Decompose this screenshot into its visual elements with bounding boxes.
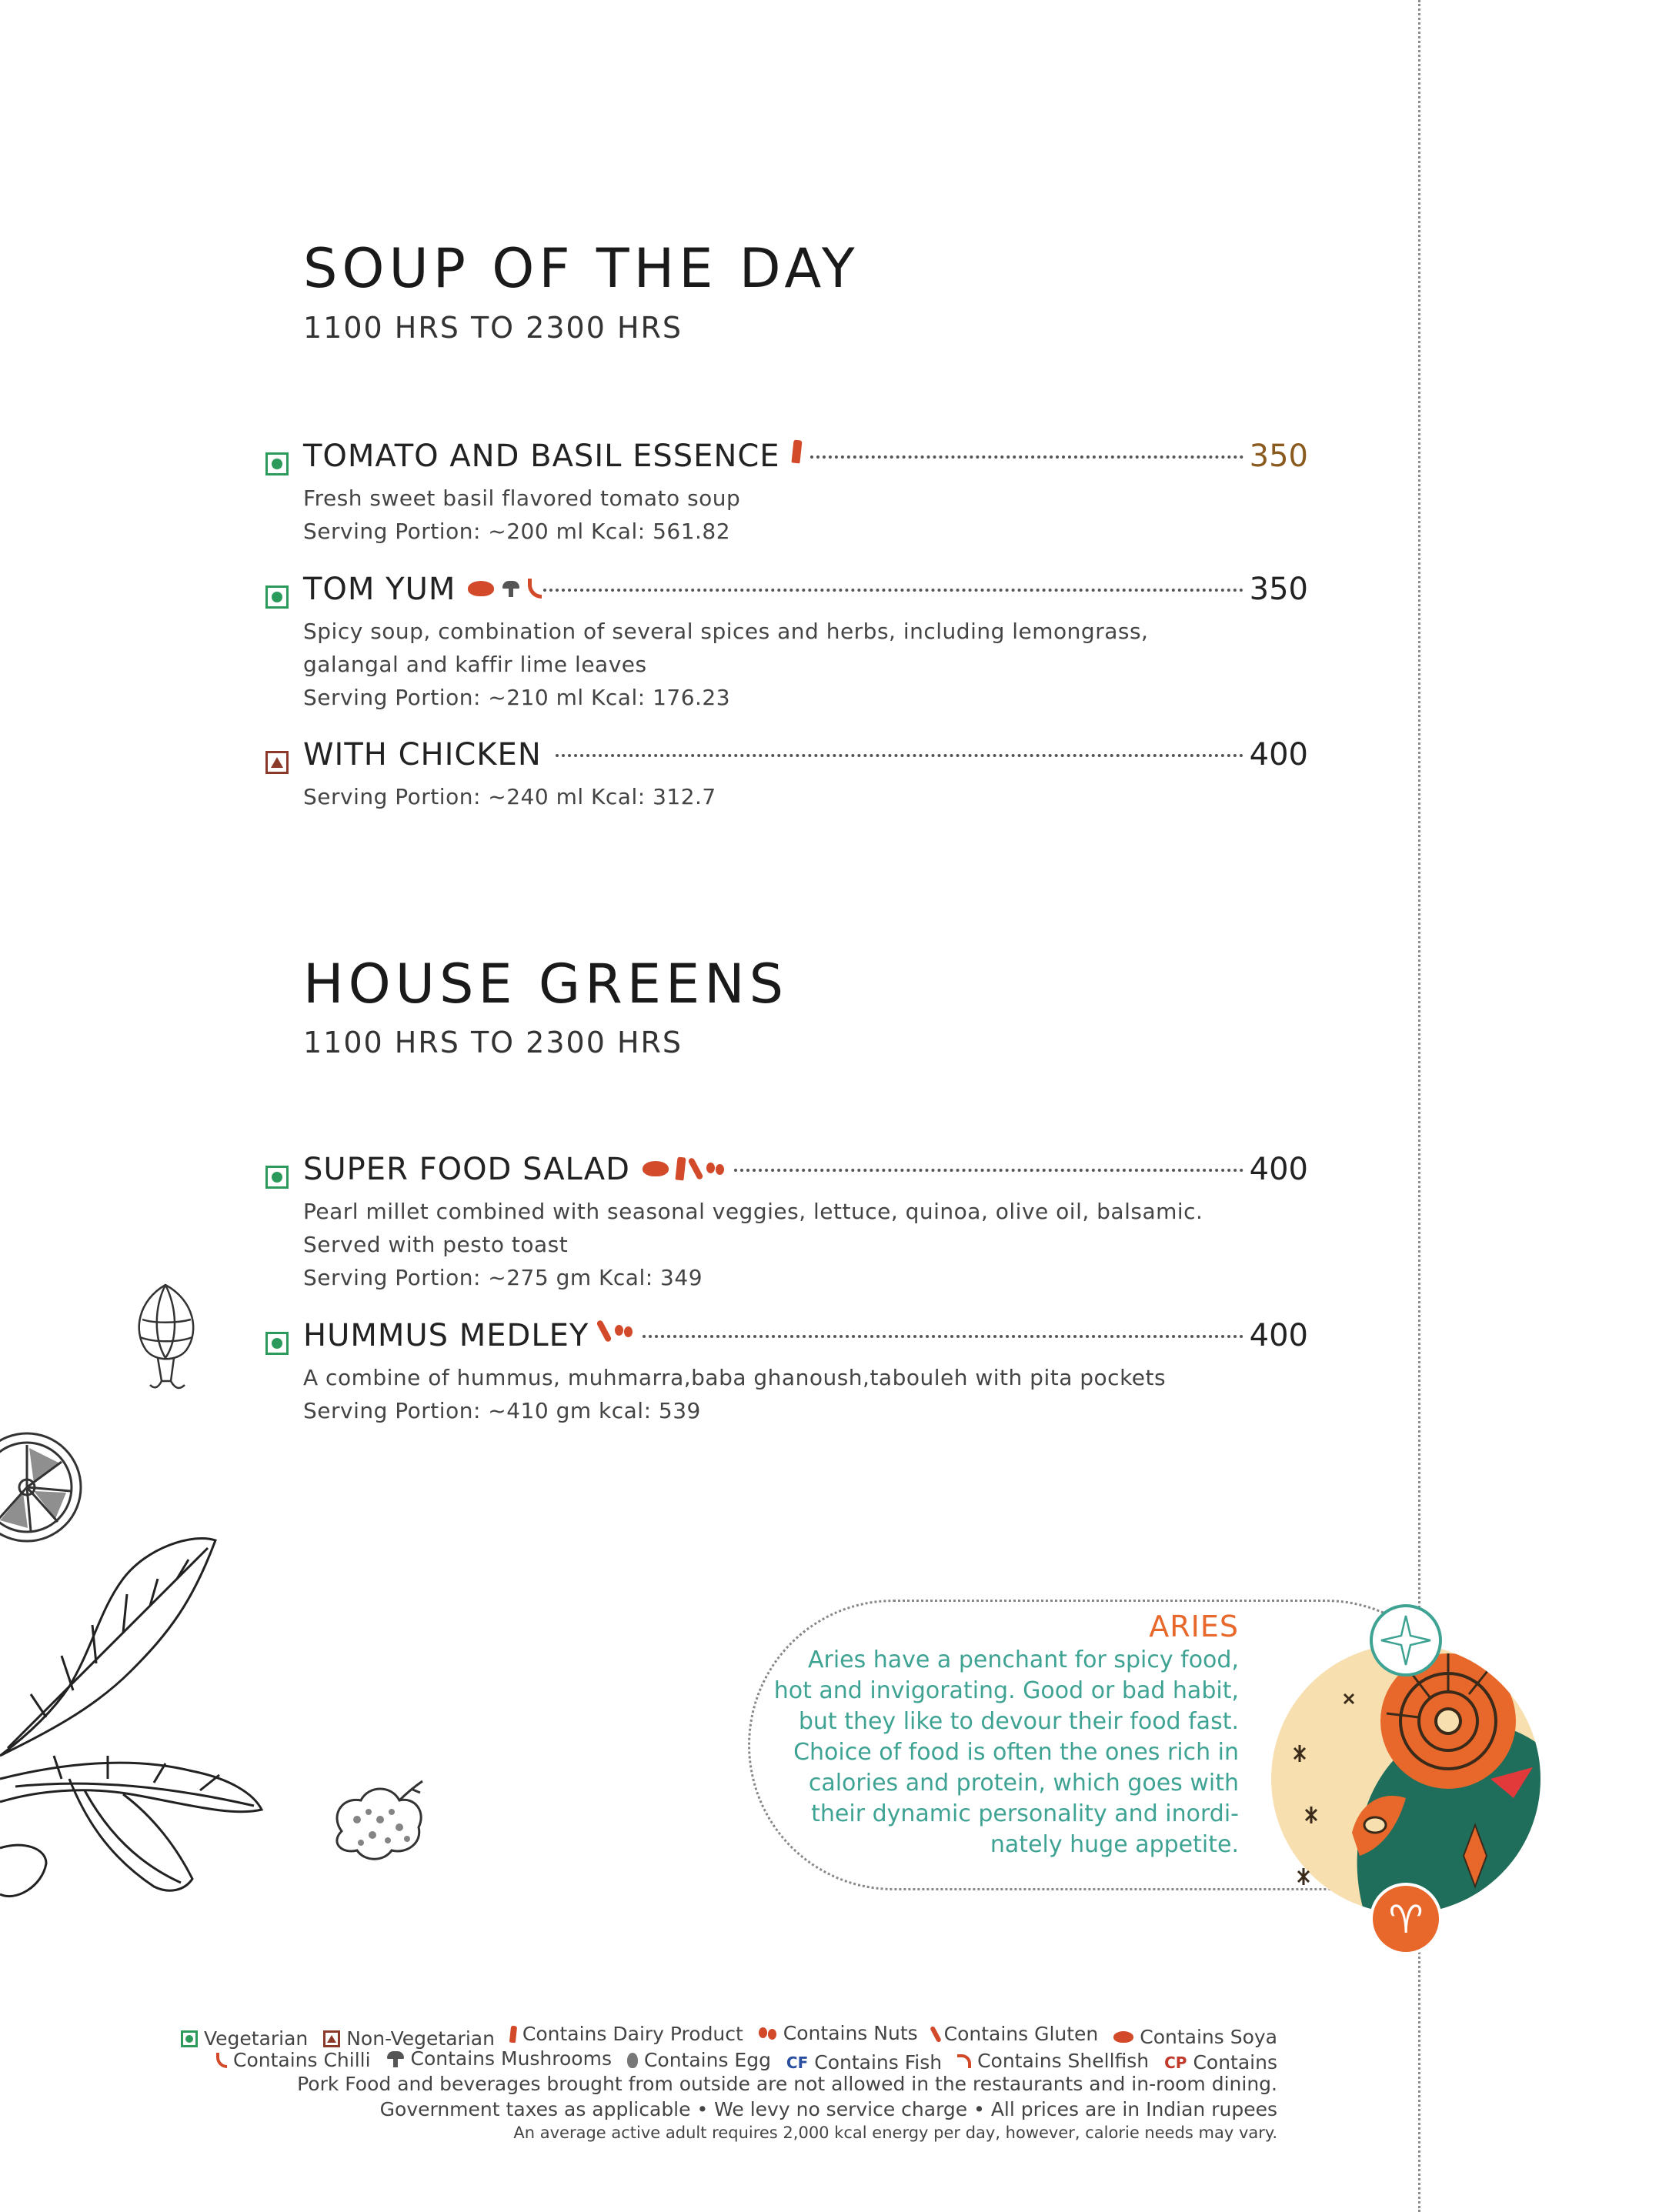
legend-label: Contains Gluten [943,2023,1099,2045]
legend-label: Vegetarian [203,2027,309,2050]
veg-mark-icon [265,1332,289,1355]
non-veg-mark-icon [265,751,289,774]
aries-line: hot and invigorating. Good or bad habit, [773,1677,1239,1704]
aries-illustration [1260,1602,1552,1956]
item-portion: Serving Portion: ~210 ml Kcal: 176.23 [303,685,731,710]
fish-code-icon: CF [786,2053,809,2072]
item-price: 350 [1249,572,1308,607]
item-price: 400 [1249,1152,1308,1187]
non-veg-mark-icon [323,2030,340,2047]
mushroom-icon [386,2050,405,2068]
legend-line-3: Pork Food and beverages brought from outside are not allowed in the restaurants and in-room dining. [297,2073,1277,2095]
item-name: TOMATO AND BASIL ESSENCE [303,439,780,474]
legend-label: Contains Mushrooms [410,2047,612,2070]
soya-icon [468,581,494,596]
dairy-icon [675,1157,686,1181]
allergen-tags [468,579,542,599]
aries-line: Aries have a penchant for spicy food, [807,1646,1239,1673]
legend-label: Contains Soya [1140,2025,1277,2048]
chilli-icon [528,579,542,599]
legend-soya [1113,2026,1277,2048]
aries-line: nately huge appetite. [990,1831,1239,1858]
egg-icon [627,2053,638,2068]
menu-item-tom-yum [265,572,1308,714]
legend-label: Contains Shellfish [977,2050,1150,2072]
legend-nuts [759,2022,918,2044]
legend-label: Contains Fish [814,2051,943,2074]
section-title-soup: SOUP OF THE DAY [303,237,860,300]
aries-line: Choice of food is often the ones rich in [793,1739,1239,1766]
legend-label: Contains Nuts [783,2022,918,2044]
price-leader-dots [810,455,1243,459]
section-hours-soup: 1100 HRS TO 2300 HRS [303,311,683,345]
item-name: TOM YUM [303,572,456,607]
price-leader-dots [556,754,1243,757]
price-leader-dots [543,589,1243,592]
menu-item-super-food-salad [265,1152,1308,1294]
aries-title: ARIES [1149,1610,1239,1643]
legend-gluten [933,2023,1099,2045]
aries-line: calories and protein, which goes with [808,1770,1239,1797]
nuts-icon [706,1159,725,1178]
item-description-cont: galangal and kaffir lime leaves [303,652,647,677]
legend-egg [627,2049,771,2071]
aries-symbol-icon: ♈ [1388,1897,1424,1942]
legend-pork [1164,2051,1277,2074]
item-description: A combine of hummus, muhmarra,baba ghanoush,tabouleh with pita pockets [303,1365,1167,1390]
menu-item-hummus-medley [265,1318,1308,1427]
legend-mushrooms [386,2047,612,2070]
section-title-house-greens: HOUSE GREENS [303,953,789,1016]
aries-description [769,1645,1239,1860]
artichoke-illustration [123,1277,208,1393]
legend-label: Contains Dairy Product [522,2023,743,2045]
aries-line: but they like to devour their food fast. [798,1708,1239,1735]
broccoli-illustration [326,1777,434,1877]
legend-chilli [216,2049,371,2071]
gluten-icon [596,1320,613,1343]
allergen-tags [643,1157,725,1180]
dairy-icon [791,440,802,464]
item-portion: Serving Portion: ~240 ml Kcal: 312.7 [303,784,716,809]
legend-label: Non-Vegetarian [346,2027,495,2050]
soya-icon [1113,2031,1133,2043]
legend-label: Contains Egg [643,2049,771,2071]
gluten-icon [930,2025,942,2042]
item-price: 350 [1249,439,1308,474]
menu-item-tomato-basil [265,439,1308,548]
legend-vegetarian [181,2027,308,2050]
item-description: Pearl millet combined with seasonal veggies, lettuce, quinoa, olive oil, balsamic. [303,1199,1203,1224]
legend-label: Contains Chilli [232,2049,371,2071]
veg-mark-icon [265,452,289,475]
legend-line-5: An average active adult requires 2,000 kcal energy per day, however, calorie needs may vary. [513,2124,1277,2142]
price-leader-dots [643,1335,1243,1338]
item-portion: Serving Portion: ~200 ml Kcal: 561.82 [303,519,731,544]
veg-mark-icon [181,2030,198,2047]
item-description: Spicy soup, combination of several spices and herbs, including lemongrass, [303,619,1149,644]
item-portion: Serving Portion: ~410 gm kcal: 539 [303,1398,701,1423]
nuts-icon [615,1322,633,1340]
legend-label: Contains [1193,2051,1277,2074]
shellfish-icon [957,2054,971,2068]
aries-line: their dynamic personality and inordi- [811,1800,1239,1827]
item-price: 400 [1249,737,1308,772]
legend-shellfish [957,2050,1149,2072]
veg-mark-icon [265,1166,289,1189]
item-name: SUPER FOOD SALAD [303,1152,630,1187]
section-hours-house-greens: 1100 HRS TO 2300 HRS [303,1026,683,1059]
allergen-tags [793,440,801,463]
item-portion: Serving Portion: ~275 gm Kcal: 349 [303,1265,703,1290]
leafy-greens-illustration [0,1525,265,1913]
dairy-icon [509,2025,517,2043]
veg-mark-icon [265,586,289,609]
gluten-icon [687,1157,703,1180]
legend-line-2 [207,2047,1277,2074]
item-description: Fresh sweet basil flavored tomato soup [303,485,741,511]
item-price: 400 [1249,1318,1308,1353]
price-leader-dots [734,1169,1243,1172]
legend-line-4: Government taxes as applicable • We levy no service charge • All prices are in Indian rupees [379,2098,1277,2120]
legend-line-1 [172,2022,1277,2050]
item-description-cont: Served with pesto toast [303,1232,569,1257]
item-name: WITH CHICKEN [303,737,542,772]
item-name: HUMMUS MEDLEY [303,1318,589,1353]
nuts-icon [759,2024,777,2043]
allergen-tags [601,1320,633,1343]
chilli-icon [216,2053,227,2068]
mushroom-icon [502,579,520,598]
legend-dairy [510,2023,743,2045]
menu-item-with-chicken [265,737,1308,813]
legend-non-vegetarian [323,2027,495,2050]
soya-icon [643,1161,669,1176]
legend-fish [786,2051,942,2074]
pork-code-icon: CP [1164,2053,1187,2072]
